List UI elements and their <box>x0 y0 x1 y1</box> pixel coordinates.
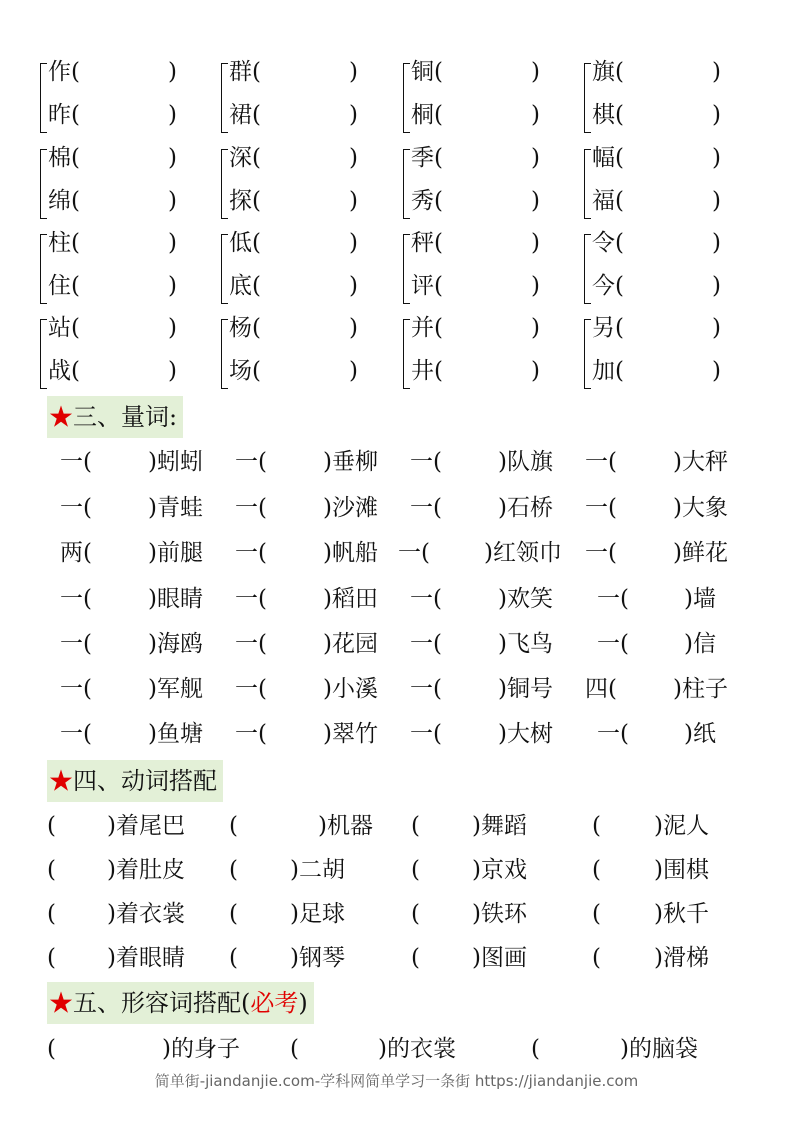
measure-word-blank: 一( <box>60 676 92 702</box>
paren-close: ) <box>168 358 177 384</box>
measure-word-noun: )队旗 <box>498 449 553 475</box>
adjective-blank: ( <box>531 1036 540 1062</box>
paren-close: ) <box>531 273 540 299</box>
character: 棉 <box>48 145 71 171</box>
char-line <box>48 228 177 258</box>
verb-object: )铁环 <box>472 901 527 927</box>
char-line <box>411 143 540 173</box>
character: 加 <box>592 358 615 384</box>
paren-open: ( <box>71 102 80 128</box>
paren-close: ) <box>531 358 540 384</box>
verb-blank: ( <box>592 901 601 927</box>
verb-object: )舞蹈 <box>472 813 527 839</box>
character: 深 <box>229 145 252 171</box>
character: 底 <box>229 273 252 299</box>
character: 幅 <box>592 145 615 171</box>
measure-word-blank: 一( <box>235 676 267 702</box>
brace-line <box>403 234 410 304</box>
paren-open: ( <box>615 102 624 128</box>
paren-open: ( <box>252 273 261 299</box>
brace-line <box>221 149 228 219</box>
char-pair <box>403 228 578 308</box>
paren-open: ( <box>434 59 443 85</box>
measure-word-blank: 一( <box>597 586 629 612</box>
char-line <box>411 356 540 386</box>
verb-object: )着眼睛 <box>107 945 185 971</box>
paren-close: ) <box>712 102 721 128</box>
verb-blank: ( <box>411 945 420 971</box>
measure-word-blank: 一( <box>410 449 442 475</box>
brace-line <box>40 63 47 133</box>
section-heading-adjectives <box>47 982 314 1024</box>
char-pair <box>403 143 578 223</box>
paren-open: ( <box>71 230 80 256</box>
verb-blank: ( <box>592 813 601 839</box>
char-pair <box>221 143 396 223</box>
adjective-blank: ( <box>47 1036 56 1062</box>
paren-open: ( <box>252 102 261 128</box>
paren-open: ( <box>615 315 624 341</box>
char-line <box>229 356 358 386</box>
verb-blank: ( <box>229 901 238 927</box>
verb-blank: ( <box>411 813 420 839</box>
measure-word-blank: 一( <box>410 495 442 521</box>
verb-blank: ( <box>592 857 601 883</box>
brace-line <box>221 319 228 389</box>
paren-open: ( <box>71 315 80 341</box>
paren-close: ) <box>349 358 358 384</box>
measure-word-blank: 一( <box>597 721 629 747</box>
character: 秀 <box>411 188 434 214</box>
char-pair <box>221 57 396 137</box>
brace-line <box>584 319 591 389</box>
measure-word-noun: )前腿 <box>148 540 203 566</box>
measure-word-noun: )垂柳 <box>323 449 378 475</box>
paren-open: ( <box>71 145 80 171</box>
character: 另 <box>592 315 615 341</box>
verb-blank: ( <box>411 901 420 927</box>
verb-object: )围棋 <box>654 857 709 883</box>
measure-word-blank: 一( <box>60 586 92 612</box>
char-line <box>48 143 177 173</box>
character: 福 <box>592 188 615 214</box>
paren-close: ) <box>349 188 358 214</box>
measure-word-noun: )铜号 <box>498 676 553 702</box>
char-pair <box>221 313 396 393</box>
paren-open: ( <box>615 59 624 85</box>
measure-word-noun: )蚓蚓 <box>148 449 203 475</box>
char-line <box>229 186 358 216</box>
character: 住 <box>48 273 71 299</box>
must-test-label: 必考 <box>250 989 299 1017</box>
star-icon: ★ <box>49 767 73 795</box>
verb-blank: ( <box>229 945 238 971</box>
section-title: 五、形容词搭配 <box>73 989 241 1017</box>
paren-close: ) <box>168 230 177 256</box>
paren-open: ( <box>434 273 443 299</box>
measure-word-noun: )花园 <box>323 631 378 657</box>
verb-object: )足球 <box>290 901 345 927</box>
verb-object: )着尾巴 <box>107 813 185 839</box>
paren-open: ( <box>71 273 80 299</box>
adjective-noun: )的身子 <box>162 1036 240 1062</box>
verb-blank: ( <box>47 813 56 839</box>
measure-word-blank: 一( <box>235 495 267 521</box>
paren-close: ) <box>168 145 177 171</box>
character: 秤 <box>411 230 434 256</box>
paren-close: ) <box>531 188 540 214</box>
measure-word-blank: 一( <box>60 449 92 475</box>
verb-blank: ( <box>592 945 601 971</box>
measure-word-blank: 一( <box>60 721 92 747</box>
paren-open: ( <box>615 230 624 256</box>
measure-word-noun: )红领巾 <box>484 540 562 566</box>
measure-word-noun: )大秤 <box>673 449 728 475</box>
measure-word-noun: )青蛙 <box>148 495 203 521</box>
adjective-blank: ( <box>290 1036 299 1062</box>
measure-word-blank: 一( <box>235 586 267 612</box>
brace-line <box>221 234 228 304</box>
measure-word-blank: 一( <box>410 721 442 747</box>
paren-open: ( <box>615 273 624 299</box>
measure-word-blank: 一( <box>585 449 617 475</box>
verb-blank: ( <box>47 945 56 971</box>
measure-word-blank: 一( <box>235 449 267 475</box>
paren-close: ) <box>349 273 358 299</box>
paren-open: ( <box>434 358 443 384</box>
character: 季 <box>411 145 434 171</box>
verb-blank: ( <box>229 857 238 883</box>
measure-word-noun: )石桥 <box>498 495 553 521</box>
char-line <box>411 228 540 258</box>
char-line <box>592 271 721 301</box>
character: 探 <box>229 188 252 214</box>
char-line <box>48 271 177 301</box>
paren-close: ) <box>712 358 721 384</box>
brace-line <box>40 234 47 304</box>
measure-word-noun: )稻田 <box>323 586 378 612</box>
verb-object: )二胡 <box>290 857 345 883</box>
character: 杨 <box>229 315 252 341</box>
paren-open: ( <box>71 358 80 384</box>
character: 站 <box>48 315 71 341</box>
verb-blank: ( <box>411 857 420 883</box>
paren-close: ) <box>349 59 358 85</box>
character: 作 <box>48 59 71 85</box>
brace-line <box>403 149 410 219</box>
character: 令 <box>592 230 615 256</box>
character: 旗 <box>592 59 615 85</box>
paren-open: ( <box>252 59 261 85</box>
brace-line <box>403 319 410 389</box>
character: 井 <box>411 358 434 384</box>
measure-word-noun: )军舰 <box>148 676 203 702</box>
measure-word-blank: 一( <box>60 631 92 657</box>
star-icon: ★ <box>49 989 73 1017</box>
measure-word-blank: 一( <box>410 676 442 702</box>
character: 群 <box>229 59 252 85</box>
paren-close: ) <box>349 145 358 171</box>
paren-close: ) <box>531 59 540 85</box>
measure-word-noun: )大象 <box>673 495 728 521</box>
paren-open: ( <box>434 145 443 171</box>
paren-close: ) <box>168 188 177 214</box>
paren-close: ) <box>531 145 540 171</box>
paren-close: ) <box>168 273 177 299</box>
character: 柱 <box>48 230 71 256</box>
measure-word-noun: )飞鸟 <box>498 631 553 657</box>
measure-word-noun: )鲜花 <box>673 540 728 566</box>
paren-close: ) <box>531 230 540 256</box>
brace-line <box>221 63 228 133</box>
paren-open: ( <box>71 59 80 85</box>
paren-close: ) <box>168 315 177 341</box>
char-line <box>229 143 358 173</box>
char-pair <box>40 57 215 137</box>
character: 棋 <box>592 102 615 128</box>
char-line <box>592 100 721 130</box>
measure-word-blank: 一( <box>585 495 617 521</box>
paren-close: ) <box>168 102 177 128</box>
measure-word-noun: )眼睛 <box>148 586 203 612</box>
character: 今 <box>592 273 615 299</box>
char-line <box>411 100 540 130</box>
paren-close: ) <box>712 230 721 256</box>
char-pair <box>584 143 759 223</box>
char-line <box>592 228 721 258</box>
char-line <box>48 313 177 343</box>
verb-blank: ( <box>47 857 56 883</box>
char-pair <box>584 57 759 137</box>
verb-object: )机器 <box>318 813 373 839</box>
measure-word-noun: )鱼塘 <box>148 721 203 747</box>
brace-line <box>584 63 591 133</box>
measure-word-blank: 四( <box>585 676 617 702</box>
verb-object: )滑梯 <box>654 945 709 971</box>
brace-line <box>40 319 47 389</box>
character: 场 <box>229 358 252 384</box>
measure-word-noun: )欢笑 <box>498 586 553 612</box>
measure-word-noun: )小溪 <box>323 676 378 702</box>
paren-close: ) <box>298 989 308 1017</box>
brace-line <box>584 149 591 219</box>
character: 战 <box>48 358 71 384</box>
char-pair <box>403 57 578 137</box>
measure-word-noun: )海鸥 <box>148 631 203 657</box>
char-line <box>592 57 721 87</box>
measure-word-noun: )柱子 <box>673 676 728 702</box>
paren-close: ) <box>712 145 721 171</box>
measure-word-noun: )信 <box>684 631 716 657</box>
char-line <box>411 313 540 343</box>
paren-open: ( <box>252 145 261 171</box>
paren-close: ) <box>349 102 358 128</box>
verb-object: )京戏 <box>472 857 527 883</box>
measure-word-blank: 一( <box>410 586 442 612</box>
paren-open: ( <box>71 188 80 214</box>
character: 并 <box>411 315 434 341</box>
star-icon: ★ <box>49 403 73 431</box>
measure-word-blank: 一( <box>235 540 267 566</box>
section-heading-verbs <box>47 760 223 802</box>
char-line <box>592 313 721 343</box>
paren-open: ( <box>434 230 443 256</box>
character: 铜 <box>411 59 434 85</box>
paren-open: ( <box>252 358 261 384</box>
paren-open: ( <box>252 188 261 214</box>
char-line <box>229 313 358 343</box>
verb-object: )泥人 <box>654 813 709 839</box>
paren-close: ) <box>712 59 721 85</box>
paren-close: ) <box>712 188 721 214</box>
measure-word-noun: )墙 <box>684 586 716 612</box>
paren-open: ( <box>252 230 261 256</box>
section-title: 四、动词搭配 <box>73 767 217 795</box>
char-line <box>48 100 177 130</box>
paren-close: ) <box>349 315 358 341</box>
paren-open: ( <box>252 315 261 341</box>
char-line <box>411 186 540 216</box>
measure-word-noun: )大树 <box>498 721 553 747</box>
measure-word-blank: 一( <box>585 540 617 566</box>
brace-line <box>584 234 591 304</box>
paren-close: ) <box>349 230 358 256</box>
section-title: 三、量词: <box>73 403 178 431</box>
char-line <box>229 228 358 258</box>
paren-open: ( <box>241 989 251 1017</box>
char-line <box>48 356 177 386</box>
character: 昨 <box>48 102 71 128</box>
paren-close: ) <box>531 315 540 341</box>
paren-open: ( <box>434 315 443 341</box>
paren-close: ) <box>168 59 177 85</box>
verb-object: )秋千 <box>654 901 709 927</box>
character: 低 <box>229 230 252 256</box>
measure-word-noun: )纸 <box>684 721 716 747</box>
char-pair <box>403 313 578 393</box>
measure-word-noun: )翠竹 <box>323 721 378 747</box>
measure-word-blank: 一( <box>398 540 430 566</box>
char-pair <box>584 313 759 393</box>
adjective-noun: )的脑袋 <box>620 1036 698 1062</box>
measure-word-blank: 一( <box>410 631 442 657</box>
paren-open: ( <box>615 188 624 214</box>
char-line <box>411 57 540 87</box>
paren-close: ) <box>531 102 540 128</box>
adjective-noun: )的衣裳 <box>378 1036 456 1062</box>
char-pair <box>221 228 396 308</box>
char-line <box>48 57 177 87</box>
character: 评 <box>411 273 434 299</box>
char-line <box>229 57 358 87</box>
char-line <box>592 143 721 173</box>
paren-open: ( <box>615 358 624 384</box>
measure-word-blank: 一( <box>235 631 267 657</box>
section-heading-measure-words <box>47 396 183 438</box>
char-pair <box>40 313 215 393</box>
paren-open: ( <box>434 188 443 214</box>
char-line <box>229 271 358 301</box>
brace-line <box>40 149 47 219</box>
char-line <box>592 356 721 386</box>
page-footer: 简单街-jiandanjie.com-学科网简单学习一条街 https://jiandanjie.com <box>154 1072 639 1090</box>
paren-close: ) <box>712 273 721 299</box>
measure-word-noun: )帆船 <box>323 540 378 566</box>
char-pair <box>40 143 215 223</box>
char-line <box>411 271 540 301</box>
character: 裙 <box>229 102 252 128</box>
verb-object: )着肚皮 <box>107 857 185 883</box>
measure-word-blank: 一( <box>235 721 267 747</box>
measure-word-noun: )沙滩 <box>323 495 378 521</box>
verb-object: )图画 <box>472 945 527 971</box>
char-line <box>592 186 721 216</box>
verb-object: )钢琴 <box>290 945 345 971</box>
verb-blank: ( <box>47 901 56 927</box>
char-line <box>48 186 177 216</box>
paren-open: ( <box>615 145 624 171</box>
verb-blank: ( <box>229 813 238 839</box>
character: 绵 <box>48 188 71 214</box>
measure-word-blank: 两( <box>60 540 92 566</box>
measure-word-blank: 一( <box>597 631 629 657</box>
character: 桐 <box>411 102 434 128</box>
paren-close: ) <box>712 315 721 341</box>
paren-open: ( <box>434 102 443 128</box>
verb-object: )着衣裳 <box>107 901 185 927</box>
char-pair <box>40 228 215 308</box>
char-pair <box>584 228 759 308</box>
char-line <box>229 100 358 130</box>
brace-line <box>403 63 410 133</box>
measure-word-blank: 一( <box>60 495 92 521</box>
